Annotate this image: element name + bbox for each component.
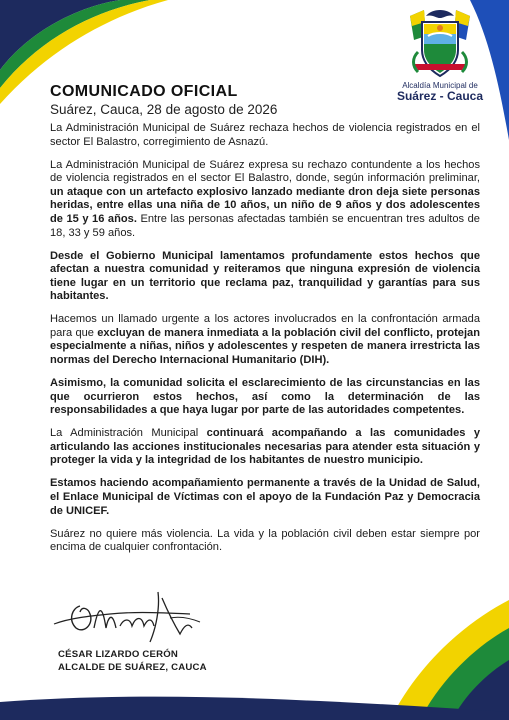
paragraph — [50, 477, 480, 518]
bold-text-run: Estamos haciendo acompañamiento permanente a través de la Unidad de Salud, el Enlace Municipal de Víctimas con el apoyo de la Fundación Paz y Democracia de UNICEF. — [50, 477, 480, 517]
crest-org-label: Alcaldía Municipal de — [402, 81, 478, 90]
signer-role: ALCALDE DE SUÁREZ, CAUCA — [58, 661, 207, 673]
paragraph — [50, 528, 480, 555]
municipal-crest — [394, 6, 486, 110]
paragraph — [50, 122, 480, 149]
text-run: Hacemos un llamado urgente a los actores involucrados en la confrontación armada para que — [50, 313, 480, 339]
paragraph — [50, 159, 480, 241]
text-run: La Administración Municipal — [50, 427, 207, 440]
paragraph — [50, 250, 480, 304]
document-body — [50, 122, 480, 564]
bold-text-run: un ataque con un artefacto explosivo lanzado mediante dron deja siete personas heridas, entre ellas una niña de 10 años, un niño de 9 años y dos adolescentes de 15 y 16 años. — [50, 185, 480, 225]
signer-name: CÉSAR LIZARDO CERÓN — [58, 649, 178, 660]
text-run: Suárez no quiere más violencia. La vida y la población civil deben estar siempre por encima de cualquier confrontación. — [50, 527, 480, 554]
paragraph — [50, 313, 480, 367]
text-run: La Administración Municipal de Suárez rechaza hechos de violencia registrados en el sector El Balastro, corregimiento de Asnazú. — [50, 122, 480, 148]
paragraph — [50, 427, 480, 468]
bold-text-run: continuará acompañando a las comunidades y articulando las acciones institucionales necesarias para atender esta situación y proteger la vida y la integridad de los habitantes de nuestro municipio. — [50, 427, 481, 467]
paragraph — [50, 377, 480, 418]
bold-text-run: Asimismo, la comunidad solicita el esclarecimiento de las circunstancias en las que ocurrieron estos hechos, así como la determinación de las responsabilidades a que haya lugar por parte de las autoridades competentes. — [50, 377, 480, 417]
signature-block — [58, 649, 207, 674]
handwritten-signature — [50, 588, 250, 648]
document-title: COMUNICADO OFICIAL — [50, 83, 238, 100]
bold-text-run: Desde el Gobierno Municipal lamentamos profundamente estos hechos que afectan a nuestra comunidad y reiteramos que ninguna expresión de violencia tiene lugar en un territorio que reclama paz, tranquilidad y garantías para sus habitantes. — [50, 249, 480, 303]
document-date: Suárez, Cauca, 28 de agosto de 2026 — [50, 102, 278, 117]
text-run: Entre las personas afectadas también se encuentran tres adultos de 18, 33 y 59 años. — [50, 212, 480, 239]
text-run: La Administración Municipal de Suárez expresa su rechazo contundente a los hechos de violencia registrados en el sector El Balastro, donde, según información preliminar, — [50, 158, 480, 185]
document-header — [50, 82, 380, 118]
bold-text-run: excluyan de manera inmediata a la población civil del conflicto, protejan especialmente a niñas, niños y adolescentes y respeten de manera irrestricta las normas del Derecho Internacional Humanitario (DIH). — [50, 326, 480, 367]
crest-place-label: Suárez - Cauca — [396, 89, 484, 103]
coat-of-arms-icon — [404, 6, 476, 80]
